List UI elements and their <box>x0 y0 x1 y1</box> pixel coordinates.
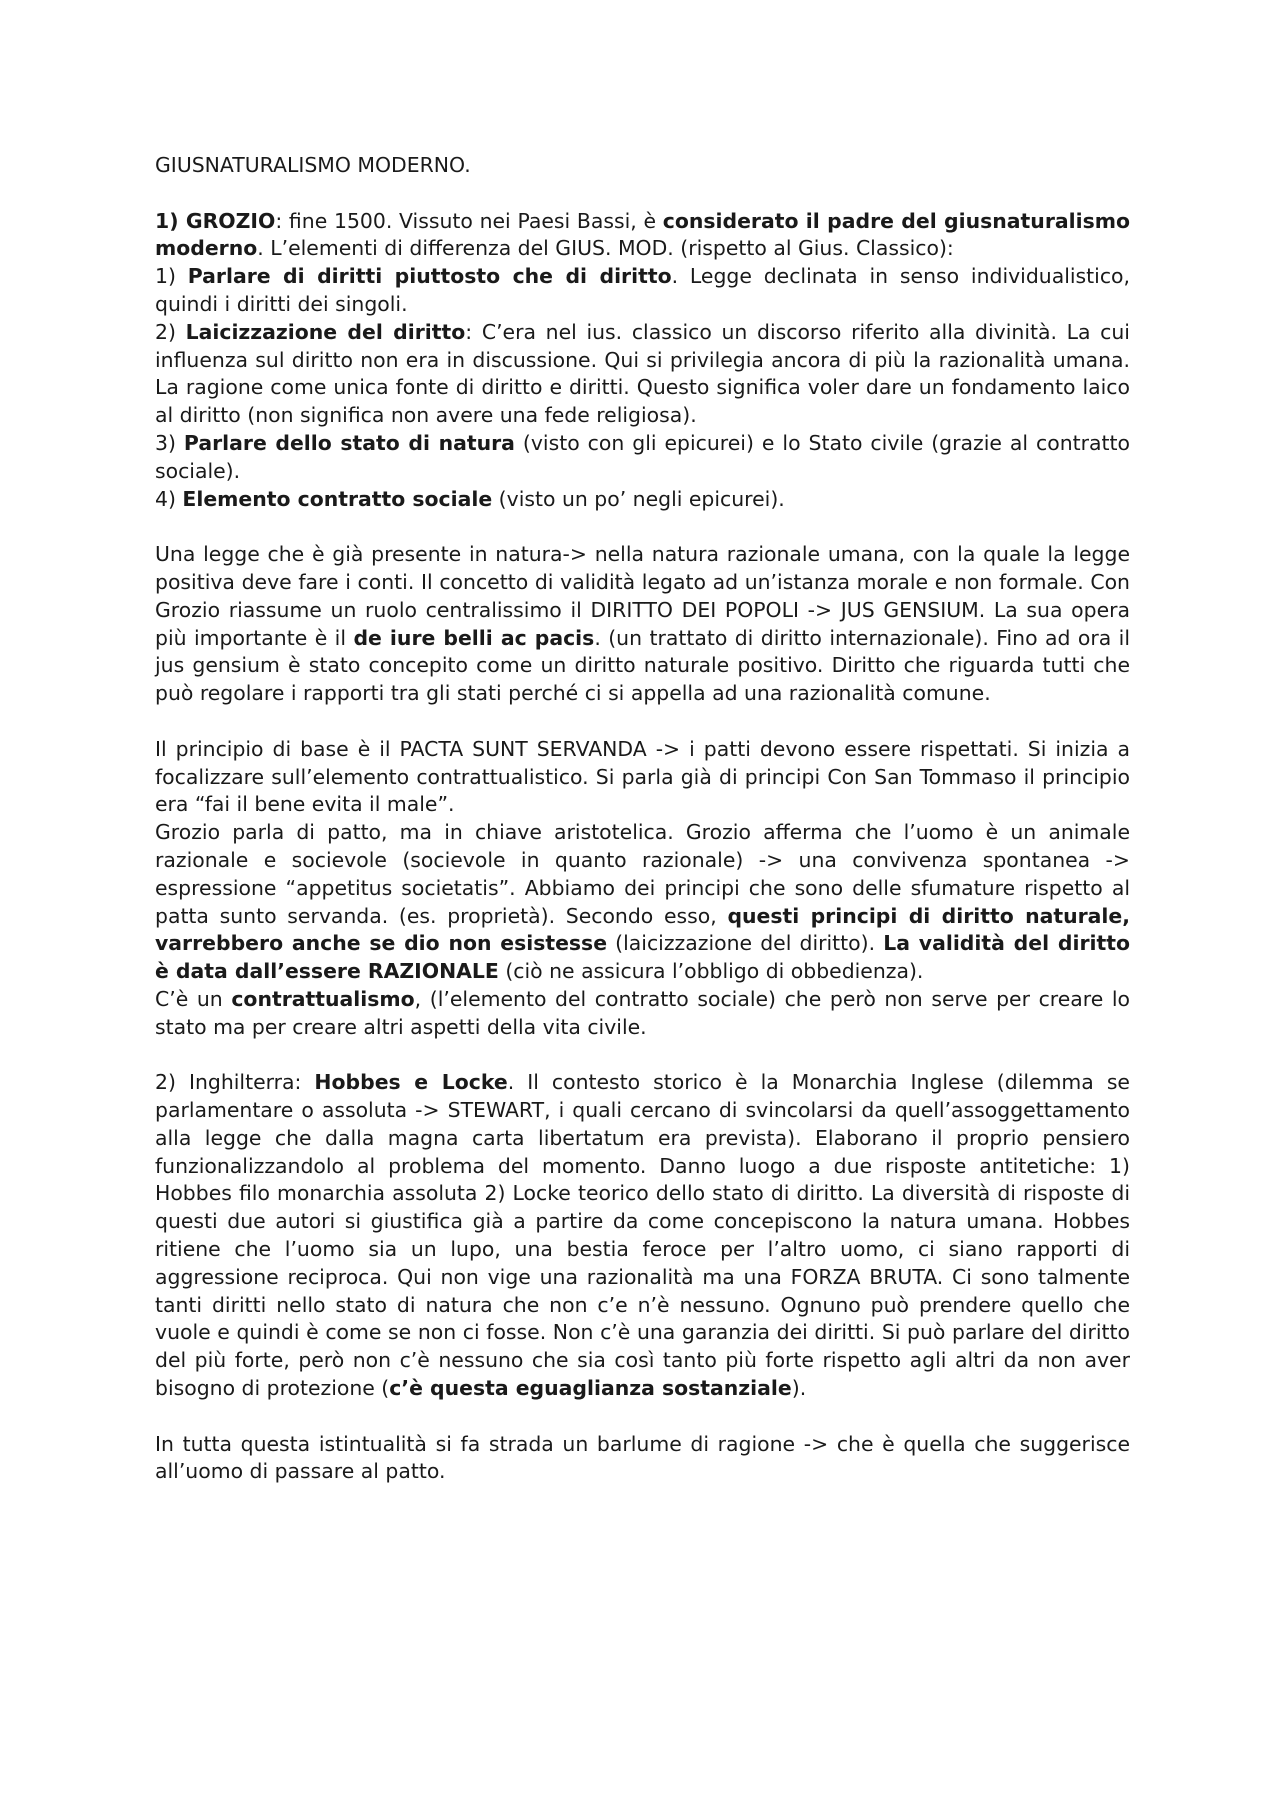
point-item <box>155 486 1130 514</box>
paragraph-spacer <box>155 180 1130 208</box>
document-page <box>155 152 1130 1486</box>
grozio-bold-1: considerato il padre del giusnaturalismo moderno <box>155 208 1131 261</box>
pacta-bold-3: contrattualismo <box>231 986 415 1011</box>
pacta-text-4: C’è un <box>155 986 232 1011</box>
point-bold: Laicizzazione del diritto <box>185 319 466 344</box>
pacta-bold-1: questi principi di diritto naturale, varrebbero anche se dio non esistesse <box>155 903 1130 956</box>
pacta-paragraph-contratto <box>155 986 1130 1042</box>
point-number: 3) <box>155 430 184 455</box>
grozio-text-1: : fine 1500. Vissuto nei Paesi Bassi, è <box>275 208 663 233</box>
pacta-paragraph-body <box>155 819 1130 986</box>
grozio-name: GROZIO <box>185 208 276 233</box>
point-bold: Elemento contratto sociale <box>182 486 493 511</box>
point-number: 1) <box>155 264 188 289</box>
point-item <box>155 263 1130 319</box>
paragraph-spacer <box>155 513 1130 541</box>
point-text: (visto un po’ negli epicurei). <box>492 486 785 511</box>
point-bold: Parlare di diritti piuttosto che di diritto <box>187 264 672 289</box>
point-item <box>155 430 1130 486</box>
grozio-number: 1) <box>155 208 186 233</box>
pacta-text-5: , (l’elemento del contratto sociale) che però non serve per creare lo stato ma per creare altri aspetti della vita civile. <box>155 986 1131 1039</box>
legge-text-1: Una legge che è già presente in natura-> nella natura razionale umana, con la quale la legge positiva deve fare i conti. Il concetto di validità legato ad un’istanza morale e non formale. Con Grozio riassume un ruolo centralissimo il DIRITTO DEI POPOLI -> JUS GENSIUM. La sua opera più importante è il <box>155 542 1130 650</box>
pacta-bold-2: La validità del diritto è data dall’essere RAZIONALE <box>155 931 1130 984</box>
hobbes-text-2: . Il contesto storico è la Monarchia Inglese (dilemma se parlamentare o assoluta -> STEWART, i quali cercano di svincolarsi da quell’assoggettamento alla legge che dalla magna carta libertatum era prevista). Elaborano il proprio pensiero funzionalizzandolo al problema del momento. Danno luogo a due risposte antitetiche: 1) Hobbes filo monarchia assoluta 2) Locke teorico dello stato di diritto. La diversità di risposte di questi due autori si giustifica già a partire da come concepiscono la natura umana. Hobbes ritiene che l’uomo sia un lupo, una bestia feroce per l’altro uomo, ci siano rapporti di aggressione reciproca. Qui non vige una razionalità ma una FORZA BRUTA. Ci sono talmente tanti diritti nello stato di natura che non c’e n’è nessuno. Ognuno può prendere quello che vuole e quindi è come se non ci fosse. Non c’è una garanzia dei diritti. Si può parlare del diritto del più forte, però non c’è nessuno che sia così tanto più forte rispetto agli altri da non aver bisogno di protezione ( <box>155 1070 1130 1401</box>
pacta-text-3: (ciò ne assicura l’obbligo di obbedienza). <box>498 959 924 984</box>
hobbes-bold-1: Hobbes e Locke <box>314 1070 508 1095</box>
hobbes-text-1: 2) Inghilterra: <box>155 1070 315 1095</box>
hobbes-text-3: ). <box>791 1376 807 1401</box>
hobbes-bold-2: c’è questa eguaglianza sostanziale <box>389 1376 792 1401</box>
legge-bold-1: de iure belli ac pacis <box>353 625 595 650</box>
final-paragraph: In tutta questa istintualità si fa strada un barlume di ragione -> che è quella che suggerisce all’uomo di passare al patto. <box>155 1431 1130 1484</box>
paragraph-spacer <box>155 1403 1130 1431</box>
paragraph-spacer <box>155 1042 1130 1070</box>
point-number: 2) <box>155 319 186 344</box>
point-number: 4) <box>155 486 183 511</box>
pacta-paragraph-line1: Il principio di base è il PACTA SUNT SERVANDA -> i patti devono essere rispettati. Si inizia a focalizzare sull’elemento contrattualistico. Si parla già di principi Con San Tommaso il principio era “fai il bene evita il male”. <box>155 736 1130 817</box>
point-text: (visto con gli epicurei) e lo Stato civile (grazie al contratto sociale). <box>155 430 1130 483</box>
paragraph-spacer <box>155 708 1130 736</box>
hobbes-paragraph <box>155 1069 1130 1403</box>
document-title: GIUSNATURALISMO MODERNO. <box>155 153 471 177</box>
legge-paragraph <box>155 541 1130 708</box>
grozio-intro-paragraph <box>155 208 1130 264</box>
point-text: : C’era nel ius. classico un discorso riferito alla divinità. La cui influenza sul diritto non era in discussione. Qui si privilegia ancora di più la razionalità umana. La ragione come unica fonte di diritto e diritti. Questo significa voler dare un fondamento laico al diritto (non significa non avere una fede religiosa). <box>155 319 1130 428</box>
point-bold: Parlare dello stato di natura <box>183 430 515 455</box>
pacta-text-1: Grozio parla di patto, ma in chiave aristotelica. Grozio afferma che l’uomo è un animale razionale e socievole (socievole in quanto razionale) -> una convivenza spontanea -> espressione “appetitus societatis”. Abbiamo dei principi che sono delle sfumature rispetto al patta sunto servanda. (es. proprietà). Secondo esso, <box>155 820 1130 928</box>
pacta-text-2: (laicizzazione del diritto). <box>607 931 884 956</box>
point-text: . Legge declinata in senso individualistico, quindi i diritti dei singoli. <box>155 264 1130 316</box>
point-item <box>155 319 1130 430</box>
grozio-text-2: . L’elementi di differenza del GIUS. MOD. (rispetto al Gius. Classico): <box>257 236 954 261</box>
legge-text-2: . (un trattato di diritto internazionale). Fino ad ora il jus gensium è stato concepito come un diritto naturale positivo. Diritto che riguarda tutti che può regolare i rapporti tra gli stati perché ci si appella ad una razionalità comune. <box>155 625 1131 706</box>
